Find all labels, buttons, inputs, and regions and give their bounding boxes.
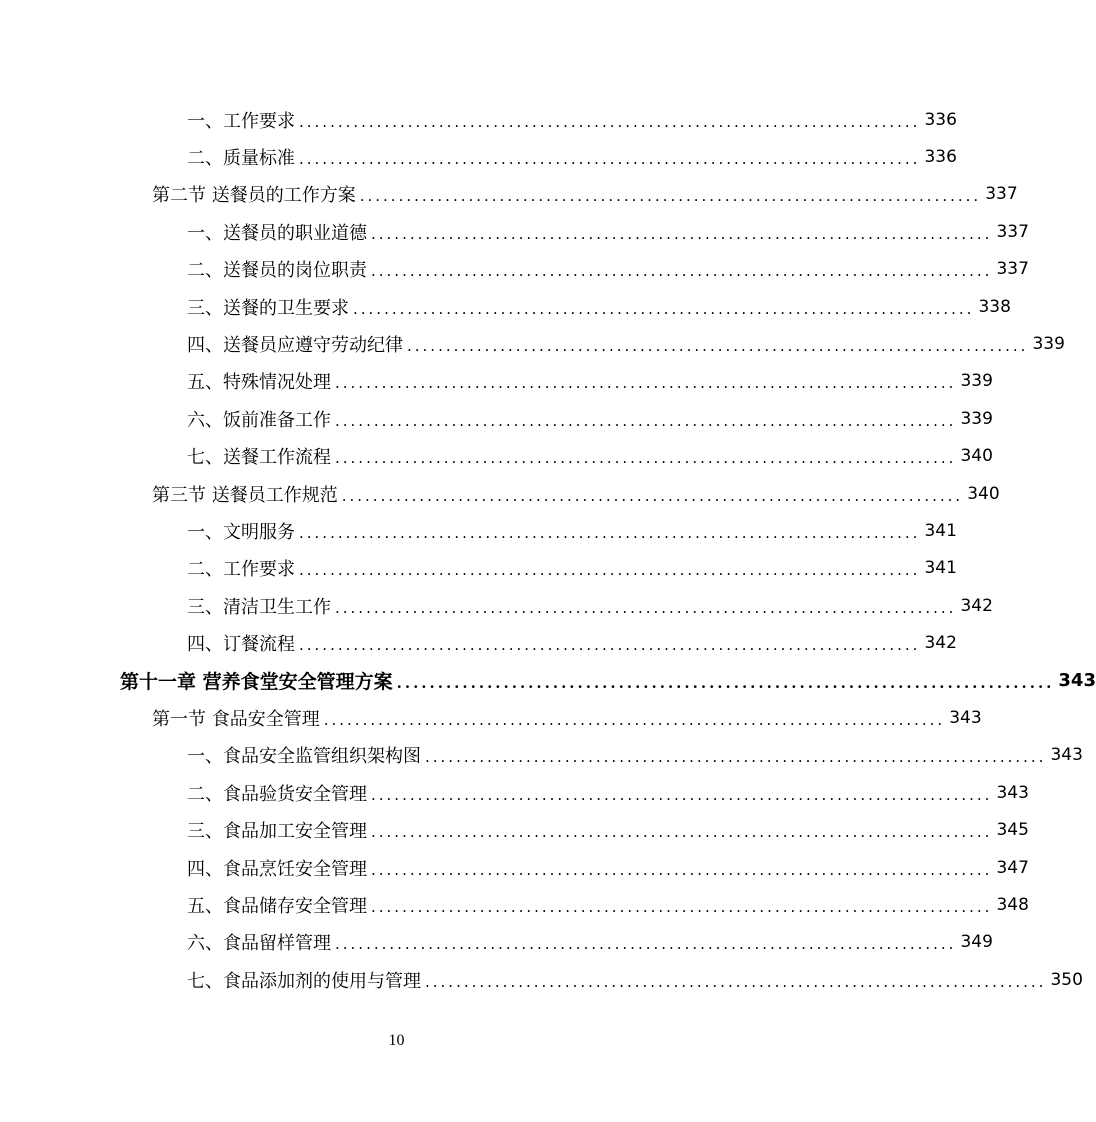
toc-entry[interactable]: [0, 438, 993, 475]
toc-entry[interactable]: [0, 101, 957, 138]
toc-entry-label: 一、食品安全监管组织架构图: [187, 746, 421, 768]
toc-entry-label: 七、送餐工作流程: [187, 447, 331, 469]
toc-leader-dots: ................................................................................: [299, 636, 921, 655]
toc-leader-dots: ................................................................................: [299, 523, 921, 542]
toc-entry[interactable]: [0, 849, 1029, 886]
toc-leader-dots: ................................................................................: [299, 561, 921, 580]
toc-entry-label: 二、质量标准: [187, 148, 295, 170]
toc-leader-dots: ................................................................................: [371, 785, 993, 804]
toc-entry-page: 341: [924, 520, 957, 541]
toc-entry[interactable]: [0, 213, 1029, 250]
toc-entry-page: 343: [949, 707, 982, 728]
toc-entry-label: 一、送餐员的职业道德: [187, 222, 367, 244]
toc-entry[interactable]: [0, 363, 993, 400]
toc-leader-dots: ................................................................................: [335, 374, 957, 393]
toc-entry-page: 342: [924, 633, 957, 654]
toc-leader-dots: ................................................................................: [396, 673, 1055, 692]
toc-entry-label: 五、特殊情况处理: [187, 372, 331, 394]
toc-leader-dots: ................................................................................: [335, 449, 957, 468]
toc-entry[interactable]: [0, 811, 1029, 848]
toc-entry-page: 343: [1058, 670, 1096, 692]
toc-entry-page: 338: [978, 296, 1011, 317]
toc-leader-dots: ................................................................................: [299, 150, 921, 169]
toc-entry-page: 350: [1050, 969, 1083, 990]
toc-entry-label: 一、文明服务: [187, 521, 295, 543]
toc-entry-label: 五、食品储存安全管理: [187, 895, 367, 917]
toc-leader-dots: ................................................................................: [353, 299, 975, 318]
toc-entry[interactable]: [0, 400, 993, 437]
toc-entry[interactable]: [0, 924, 993, 961]
toc-section-entry[interactable]: [0, 176, 1018, 213]
toc-entry-label: 六、饭前准备工作: [187, 409, 331, 431]
toc-entry[interactable]: [0, 550, 957, 587]
toc-entry-label: 四、送餐员应遵守劳动纪律: [187, 335, 403, 357]
toc-leader-dots: ................................................................................: [341, 486, 964, 505]
toc-entry[interactable]: [0, 774, 1029, 811]
toc-entry-page: 340: [967, 483, 1000, 504]
toc-leader-dots: ................................................................................: [335, 598, 957, 617]
toc-entry[interactable]: [0, 587, 993, 624]
toc-entry[interactable]: [0, 624, 957, 661]
toc-entry-page: 339: [960, 408, 993, 429]
toc-entry[interactable]: [0, 288, 1011, 325]
toc-leader-dots: ................................................................................: [425, 972, 1047, 991]
toc-entry-page: 343: [1050, 745, 1083, 766]
toc-leader-dots: ................................................................................: [323, 710, 946, 729]
toc-entry[interactable]: [0, 961, 1083, 998]
toc-leader-dots: ................................................................................: [371, 823, 993, 842]
toc-entry-label: 六、食品留样管理: [187, 933, 331, 955]
toc-section-entry[interactable]: [0, 699, 982, 736]
toc-section-entry[interactable]: [0, 475, 1000, 512]
toc-leader-dots: ................................................................................: [407, 337, 1029, 356]
toc-entry-label: 一、工作要求: [187, 110, 295, 132]
toc-entry-page: 336: [924, 109, 957, 130]
toc-entry[interactable]: [0, 737, 1083, 774]
toc-entry-label: 四、订餐流程: [187, 634, 295, 656]
toc-entry[interactable]: [0, 325, 1065, 362]
toc-entry-label: 三、食品加工安全管理: [187, 821, 367, 843]
toc-entry-label: 四、食品烹饪安全管理: [187, 858, 367, 880]
toc-entry[interactable]: [0, 512, 957, 549]
toc-entry-label: 三、清洁卫生工作: [187, 596, 331, 618]
toc-entry-page: 345: [996, 820, 1029, 841]
toc-entry-page: 343: [996, 782, 1029, 803]
toc-entry-label: 二、送餐员的岗位职责: [187, 260, 367, 282]
toc-entry-page: 336: [924, 147, 957, 168]
toc-entry-page: 348: [996, 894, 1029, 915]
toc-entry-page: 337: [996, 221, 1029, 242]
toc-leader-dots: ................................................................................: [425, 748, 1047, 767]
toc-entry-label: 第十一章 营养食堂安全管理方案: [120, 671, 393, 694]
toc-entry-label: 第三节 送餐员工作规范: [152, 484, 338, 506]
toc-entry[interactable]: [0, 886, 1029, 923]
toc-entry[interactable]: [0, 251, 1029, 288]
toc-entry-page: 339: [960, 371, 993, 392]
toc-entry-page: 339: [1032, 334, 1065, 355]
toc-leader-dots: ................................................................................: [335, 411, 957, 430]
toc-entry-page: 337: [985, 184, 1018, 205]
toc-leader-dots: ................................................................................: [299, 112, 921, 131]
toc-leader-dots: ................................................................................: [371, 897, 993, 916]
toc-chapter-entry[interactable]: [0, 662, 1096, 699]
toc-leader-dots: ................................................................................: [371, 224, 993, 243]
toc-entry-page: 337: [996, 259, 1029, 280]
toc-entry-page: 341: [924, 558, 957, 579]
table-of-contents: [0, 101, 1096, 998]
page-number: 10: [388, 1032, 405, 1049]
toc-leader-dots: ................................................................................: [359, 187, 982, 206]
toc-entry-page: 347: [996, 857, 1029, 878]
toc-entry-label: 第二节 送餐员的工作方案: [152, 185, 356, 207]
toc-entry-label: 二、食品验货安全管理: [187, 783, 367, 805]
toc-entry-label: 二、工作要求: [187, 559, 295, 581]
toc-entry-label: 三、送餐的卫生要求: [187, 297, 349, 319]
toc-entry-label: 第一节 食品安全管理: [152, 708, 320, 730]
toc-entry[interactable]: [0, 138, 957, 175]
toc-leader-dots: ................................................................................: [371, 262, 993, 281]
toc-leader-dots: ................................................................................: [371, 860, 993, 879]
toc-entry-page: 342: [960, 595, 993, 616]
toc-entry-page: 340: [960, 446, 993, 467]
toc-entry-page: 349: [960, 932, 993, 953]
toc-leader-dots: ................................................................................: [335, 935, 957, 954]
toc-entry-label: 七、食品添加剂的使用与管理: [187, 970, 421, 992]
